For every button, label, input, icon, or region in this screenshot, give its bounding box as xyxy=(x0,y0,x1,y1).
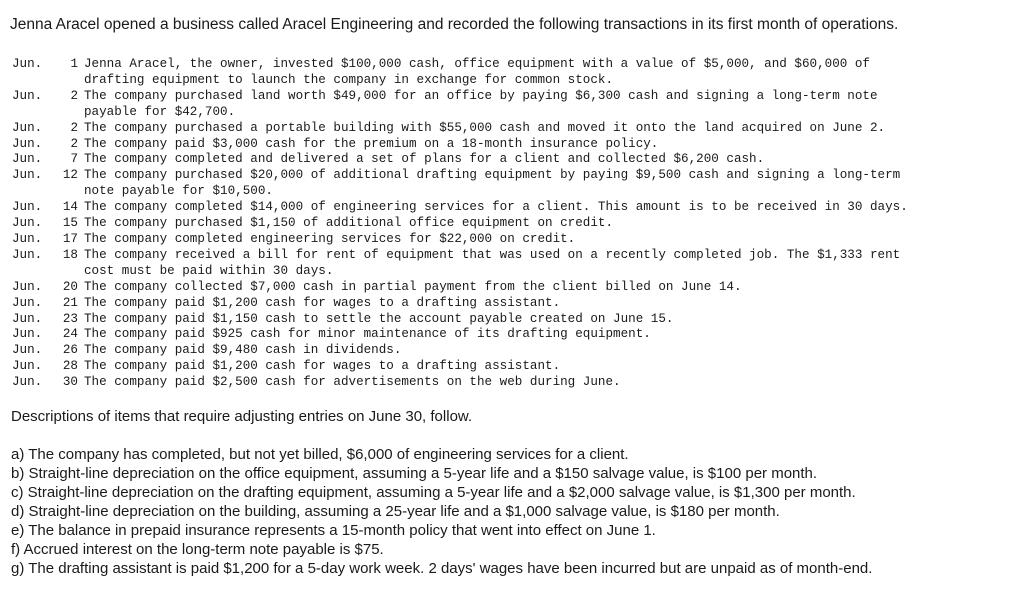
transaction-line: payable for $42,700. xyxy=(84,104,236,119)
transaction-month: Jun. xyxy=(12,359,43,374)
transaction-month: Jun. xyxy=(12,200,43,215)
transaction-row xyxy=(12,375,1017,391)
transaction-day: 12 xyxy=(62,168,78,183)
transaction-row xyxy=(12,248,1017,280)
transaction-line: Jenna Aracel, the owner, invested $100,000 cash, office equipment with a value of $5,000, and $60,000 of xyxy=(84,57,870,71)
transaction-line: The company received a bill for rent of equipment that was used on a recently completed job. The $1,333 rent xyxy=(84,247,901,262)
transaction-line: The company purchased a portable building with $55,000 cash and moved it onto the land acquired on June 2. xyxy=(84,120,886,135)
transaction-description xyxy=(78,121,1017,137)
transaction-description xyxy=(78,137,1017,153)
transaction-line: note payable for $10,500. xyxy=(84,184,273,199)
transaction-month: Jun. xyxy=(12,295,43,310)
intro-paragraph: Jenna Aracel opened a business called Aracel Engineering and recorded the following transactions in its first month of operations. xyxy=(10,16,899,33)
transaction-day: 14 xyxy=(62,200,78,215)
transaction-line: The company paid $1,150 cash to settle the account payable created on June 15. xyxy=(84,311,674,326)
transaction-month: Jun. xyxy=(12,375,43,390)
transaction-month: Jun. xyxy=(12,57,43,71)
transaction-day: 20 xyxy=(62,279,78,294)
transaction-month: Jun. xyxy=(12,343,43,358)
transaction-day: 30 xyxy=(62,375,78,390)
transaction-line: The company purchased $1,150 of additional office equipment on credit. xyxy=(84,216,614,231)
transaction-line: The company purchased land worth $49,000 for an office by paying $6,300 cash and signing a long-term note xyxy=(84,88,878,103)
transaction-line: The company collected $7,000 cash in partial payment from the client billed on June 14. xyxy=(84,279,742,294)
transaction-row xyxy=(12,168,1017,200)
transaction-day: 2 xyxy=(70,136,78,151)
transaction-description xyxy=(78,216,1017,232)
transaction-day: 2 xyxy=(70,120,78,135)
transaction-day: 24 xyxy=(62,327,78,342)
transaction-day: 18 xyxy=(62,247,78,262)
transaction-description xyxy=(78,375,1017,391)
adjustment-item: a) The company has completed, but not yet billed, $6,000 of engineering services for a client. xyxy=(11,446,629,463)
transaction-line: The company paid $1,200 cash for wages to a drafting assistant. xyxy=(84,295,561,310)
transaction-row xyxy=(12,89,1017,121)
transaction-day: 23 xyxy=(62,311,78,326)
transaction-month: Jun. xyxy=(12,247,43,262)
transaction-row xyxy=(12,200,1017,216)
adjustment-item: e) The balance in prepaid insurance represents a 15-month policy that went into effect on June 1. xyxy=(11,522,656,539)
transaction-day: 21 xyxy=(62,295,78,310)
transaction-day: 1 xyxy=(70,57,78,71)
transaction-month: Jun. xyxy=(12,279,43,294)
transaction-description xyxy=(78,152,1017,168)
transaction-row xyxy=(12,327,1017,343)
transaction-line: drafting equipment to launch the company in exchange for common stock. xyxy=(84,72,614,87)
transaction-row xyxy=(12,232,1017,248)
transaction-description xyxy=(78,168,1017,200)
transaction-row xyxy=(12,312,1017,328)
transaction-day: 28 xyxy=(62,359,78,374)
transaction-day: 15 xyxy=(62,216,78,231)
transaction-list xyxy=(12,57,1017,391)
transaction-row xyxy=(12,137,1017,153)
transaction-month: Jun. xyxy=(12,327,43,342)
adjustment-item: g) The drafting assistant is paid $1,200 for a 5-day work week. 2 days' wages have been incurred but are unpaid as of month-end. xyxy=(11,560,873,577)
adjustment-item: c) Straight-line depreciation on the drafting equipment, assuming a 5-year life and a $2,000 salvage value, is $1,300 per month. xyxy=(11,484,856,501)
transaction-line: The company paid $3,000 cash for the premium on a 18-month insurance policy. xyxy=(84,136,659,151)
transaction-day: 26 xyxy=(62,343,78,358)
transaction-line: The company completed engineering services for $22,000 on credit. xyxy=(84,231,576,246)
transaction-month: Jun. xyxy=(12,120,43,135)
transaction-description xyxy=(78,312,1017,328)
adjustment-item: d) Straight-line depreciation on the building, assuming a 25-year life and a $1,000 salvage value, is $180 per month. xyxy=(11,503,780,520)
transaction-description xyxy=(78,200,1017,216)
transaction-line: The company paid $925 cash for minor maintenance of its drafting equipment. xyxy=(84,327,651,342)
transaction-line: The company completed $14,000 of engineering services for a client. This amount is to be received in 30 days. xyxy=(84,200,908,215)
transaction-description xyxy=(78,89,1017,121)
transaction-line: The company paid $1,200 cash for wages to a drafting assistant. xyxy=(84,359,561,374)
adjustment-item: f) Accrued interest on the long-term note payable is $75. xyxy=(11,541,384,558)
transaction-day: 17 xyxy=(62,231,78,246)
transaction-month: Jun. xyxy=(12,88,43,103)
transaction-row xyxy=(12,359,1017,375)
transaction-row xyxy=(12,216,1017,232)
transaction-description xyxy=(78,327,1017,343)
adjustment-item: b) Straight-line depreciation on the office equipment, assuming a 5-year life and a $150 salvage value, is $100 per month. xyxy=(11,465,818,482)
transaction-line: cost must be paid within 30 days. xyxy=(84,263,334,278)
transaction-line: The company purchased $20,000 of additional drafting equipment by paying $9,500 cash and signing a long-term xyxy=(84,168,901,183)
transaction-month: Jun. xyxy=(12,152,43,167)
transaction-line: The company paid $2,500 cash for advertisements on the web during June. xyxy=(84,375,621,390)
transaction-description xyxy=(78,359,1017,375)
transaction-description xyxy=(78,232,1017,248)
transaction-line: The company completed and delivered a set of plans for a client and collected $6,200 cash. xyxy=(84,152,765,167)
transaction-row xyxy=(12,57,1017,89)
transaction-description xyxy=(78,248,1017,280)
transaction-month: Jun. xyxy=(12,231,43,246)
transaction-row xyxy=(12,280,1017,296)
transaction-month: Jun. xyxy=(12,311,43,326)
transaction-description xyxy=(78,296,1017,312)
transaction-description xyxy=(78,343,1017,359)
transaction-day: 2 xyxy=(70,88,78,103)
transaction-day: 7 xyxy=(70,152,78,167)
transaction-description xyxy=(78,57,1017,89)
transaction-line: The company paid $9,480 cash in dividends. xyxy=(84,343,402,358)
transaction-row xyxy=(12,121,1017,137)
transaction-row xyxy=(12,343,1017,359)
transaction-row xyxy=(12,152,1017,168)
adjusting-intro: Descriptions of items that require adjusting entries on June 30, follow. xyxy=(11,408,473,425)
transaction-description xyxy=(78,280,1017,296)
transaction-month: Jun. xyxy=(12,168,43,183)
transaction-row xyxy=(12,296,1017,312)
transaction-month: Jun. xyxy=(12,136,43,151)
transaction-month: Jun. xyxy=(12,216,43,231)
adjustment-list xyxy=(11,445,872,578)
